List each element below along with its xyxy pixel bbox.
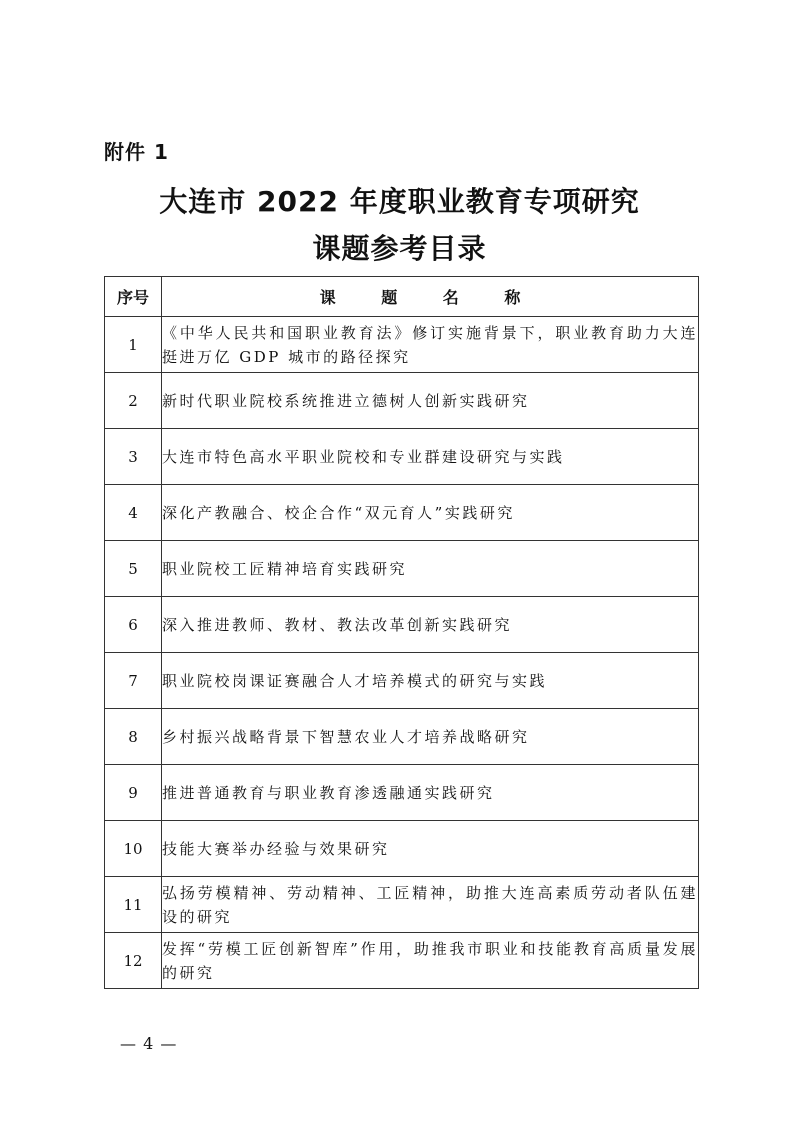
table-header-row (105, 277, 699, 317)
row-topic: 深入推进教师、教材、教法改革创新实践研究 (162, 597, 699, 653)
table-row (105, 709, 699, 765)
row-number: 10 (105, 821, 162, 877)
document-title: 大连市 2022 年度职业教育专项研究 (159, 185, 640, 218)
row-topic: 《中华人民共和国职业教育法》修订实施背景下，职业教育助力大连挺进万亿 GDP 城市的路径探究 (162, 317, 699, 373)
table-row (105, 541, 699, 597)
table-row (105, 317, 699, 373)
table-row (105, 765, 699, 821)
row-number: 5 (105, 541, 162, 597)
table-row (105, 933, 699, 989)
column-header-topic: 课 题 名 称 (162, 277, 699, 317)
row-number: 1 (105, 317, 162, 373)
column-header-number: 序号 (105, 277, 162, 317)
table-row (105, 821, 699, 877)
row-topic: 推进普通教育与职业教育渗透融通实践研究 (162, 765, 699, 821)
row-number: 9 (105, 765, 162, 821)
row-topic: 大连市特色高水平职业院校和专业群建设研究与实践 (162, 429, 699, 485)
topic-catalog-table (104, 276, 699, 989)
document-subtitle: 课题参考目录 (312, 232, 487, 265)
row-number: 6 (105, 597, 162, 653)
row-topic: 职业院校工匠精神培育实践研究 (162, 541, 699, 597)
table-row (105, 429, 699, 485)
table-row (105, 373, 699, 429)
row-number: 2 (105, 373, 162, 429)
table-row (105, 597, 699, 653)
page-number: — 4 — (120, 1034, 178, 1053)
table-row (105, 653, 699, 709)
row-topic: 乡村振兴战略背景下智慧农业人才培养战略研究 (162, 709, 699, 765)
row-number: 3 (105, 429, 162, 485)
row-topic: 发挥“劳模工匠创新智库”作用，助推我市职业和技能教育高质量发展的研究 (162, 933, 699, 989)
table-row (105, 877, 699, 933)
row-topic: 职业院校岗课证赛融合人才培养模式的研究与实践 (162, 653, 699, 709)
row-topic: 新时代职业院校系统推进立德树人创新实践研究 (162, 373, 699, 429)
row-number: 11 (105, 877, 162, 933)
row-topic: 弘扬劳模精神、劳动精神、工匠精神，助推大连高素质劳动者队伍建设的研究 (162, 877, 699, 933)
row-topic: 技能大赛举办经验与效果研究 (162, 821, 699, 877)
table-row (105, 485, 699, 541)
row-number: 7 (105, 653, 162, 709)
attachment-label: 附件 1 (104, 140, 169, 164)
row-topic: 深化产教融合、校企合作“双元育人”实践研究 (162, 485, 699, 541)
row-number: 4 (105, 485, 162, 541)
row-number: 8 (105, 709, 162, 765)
row-number: 12 (105, 933, 162, 989)
